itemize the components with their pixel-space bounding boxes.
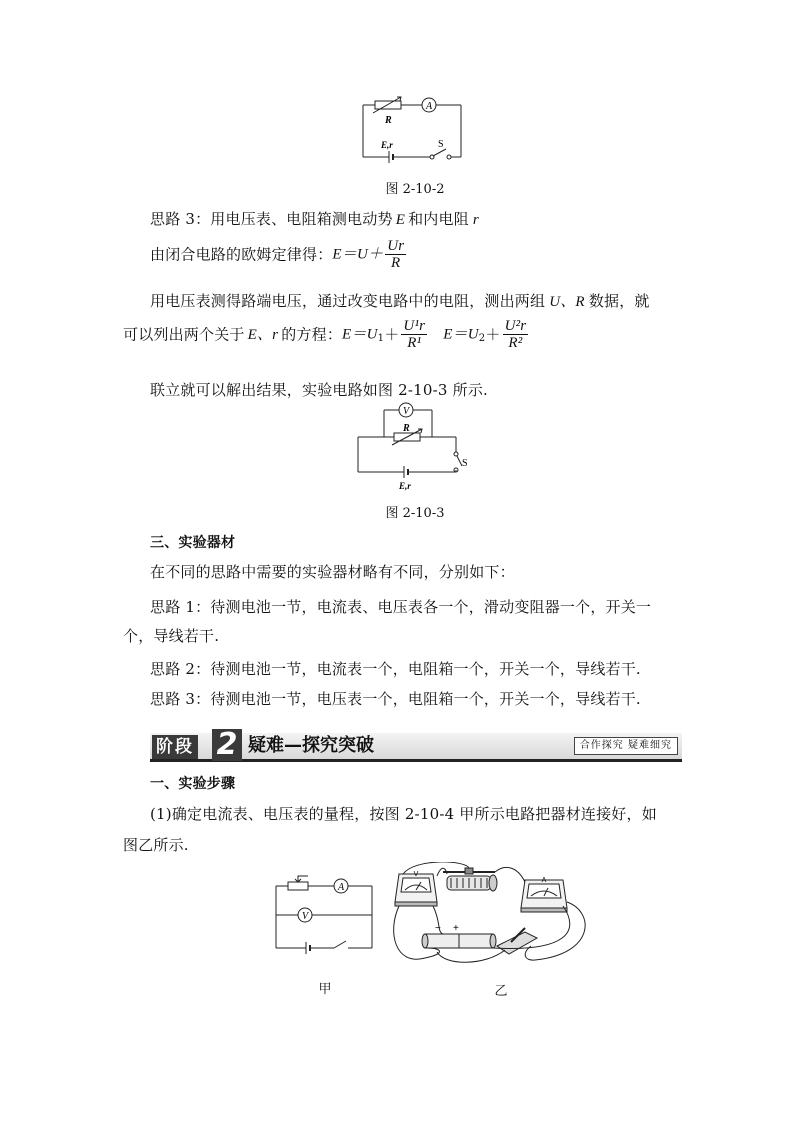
paragraph-line: 联立就可以解出结果，实验电路如图 2-10-3 所示.	[150, 381, 489, 399]
switch-label: S	[462, 458, 468, 469]
stage-banner	[150, 727, 682, 762]
voltmeter-label: V	[402, 406, 410, 417]
section-heading: 三、实验器材	[150, 535, 236, 551]
figure-sublabel-yi: 乙	[494, 984, 508, 999]
figure-caption: 图 2-10-3	[385, 506, 445, 521]
paragraph-line: 思路 2：待测电池一节，电流表一个，电阻箱一个，开关一个，导线若干.	[150, 660, 641, 678]
battery-plus-label: +	[453, 923, 459, 934]
paragraph-line: 在不同的思路中需要的实验器材略有不同，分别如下：	[150, 563, 515, 581]
battery-minus-label: −	[435, 923, 441, 934]
stage-title: 疑难—探究突破	[248, 735, 374, 756]
circuit-figure-jia	[268, 870, 380, 956]
paragraph-line: 图乙所示.	[123, 836, 189, 854]
voltmeter-label: V	[301, 911, 309, 922]
stage-label: 阶段	[152, 735, 198, 759]
switch-label: S	[438, 139, 444, 150]
paragraph-line: 用电压表测得路端电压，通过改变电路中的电阻，测出两组 U、R 数据，就	[150, 292, 650, 310]
idea3-title: 思路 3：用电压表、电阻箱测电动势 E 和内电阻 r	[150, 210, 479, 228]
paragraph-line: 思路 1：待测电池一节，电流表、电压表各一个，滑动变阻器一个，开关一	[150, 598, 652, 616]
apparatus-figure-yi	[385, 862, 607, 970]
meter-v-label: V	[413, 871, 419, 878]
circuit-figure-2-10-2	[355, 95, 470, 167]
figure-caption: 图 2-10-2	[385, 182, 445, 197]
paragraph-line: (1)确定电流表、电压表的量程，按图 2-10-4 甲所示电路把器材连接好，如	[150, 805, 657, 823]
ohm-law-line: 由闭合电路的欧姆定律得：E＝U＋ $\frac{Ur}{R}$	[150, 238, 405, 271]
ammeter-label: A	[425, 101, 433, 112]
ammeter-label: A	[337, 882, 345, 893]
resistor-box-label: R	[403, 423, 410, 434]
meter-a-label: A	[541, 877, 547, 884]
paragraph-line: 个，导线若干.	[123, 627, 220, 645]
circuit-figure-2-10-3	[350, 400, 480, 492]
battery-label: E,r	[399, 481, 411, 491]
section-heading: 一、实验步骤	[150, 776, 236, 792]
stage-tag: 合作探究 疑难细究	[574, 737, 678, 755]
battery-label: E,r	[381, 140, 393, 150]
equations-line: 可以列出两个关于 E、r 的方程：$E=U_1+$ $\frac{\text{U¹r}}{\text{R¹}}$ $E=U_2+$ $\frac{\text{U²r}}{\text{R²}}$	[123, 318, 527, 351]
stage-number: 2	[212, 729, 242, 761]
figure-sublabel-jia: 甲	[318, 982, 332, 997]
rheostat-label: R	[385, 115, 392, 126]
paragraph-line: 思路 3：待测电池一节，电压表一个，电阻箱一个，开关一个，导线若干.	[150, 690, 641, 708]
